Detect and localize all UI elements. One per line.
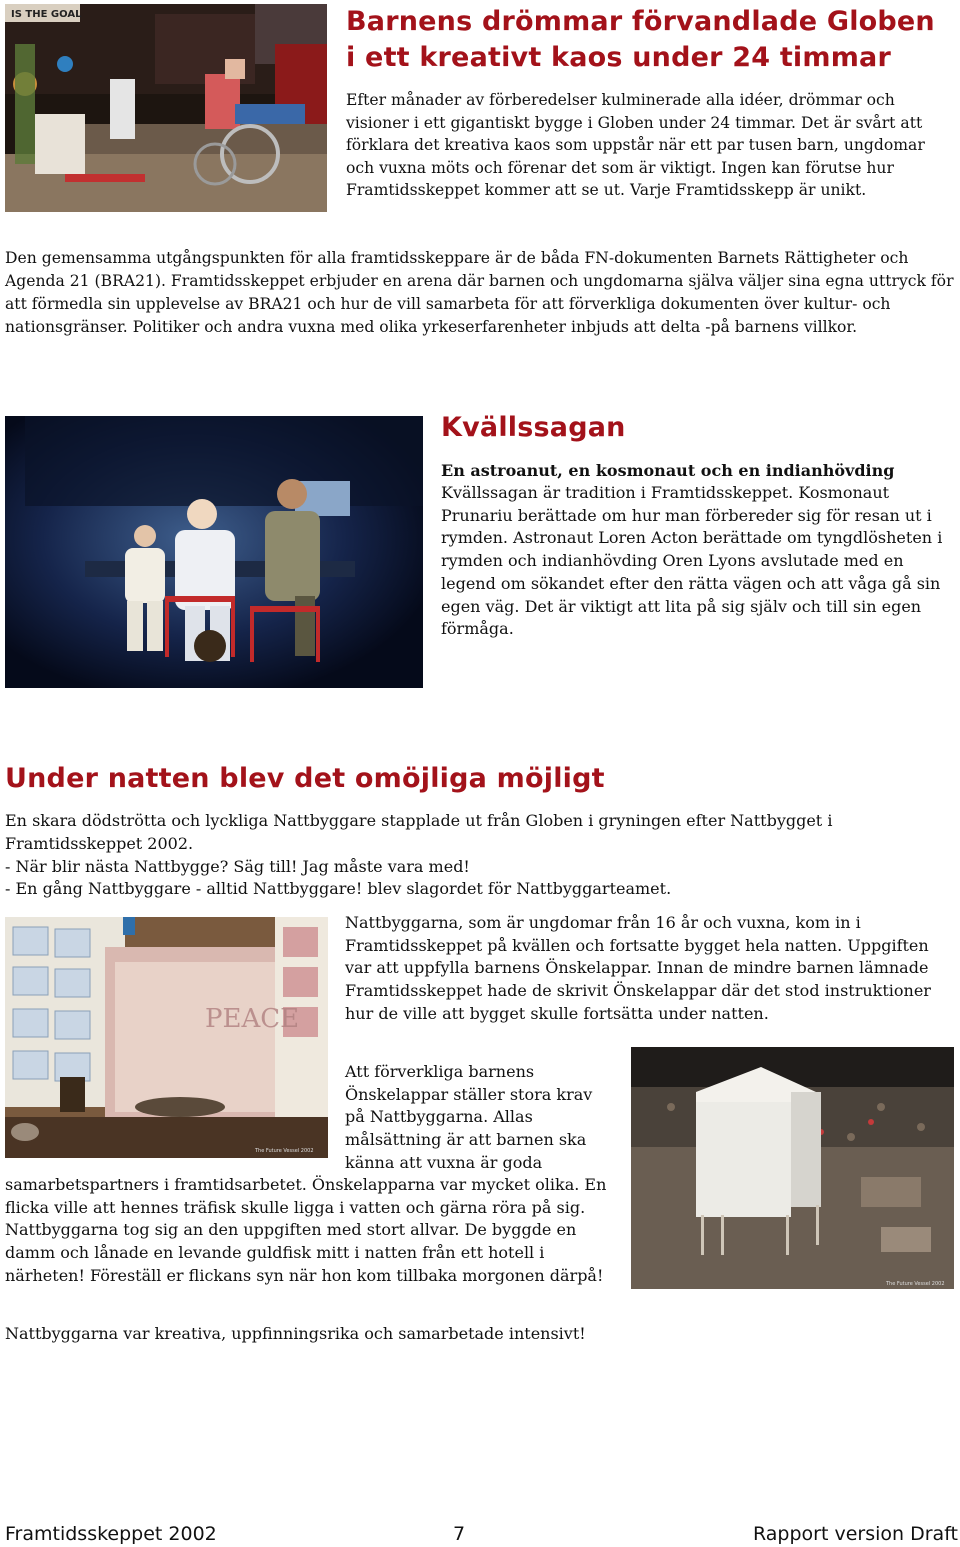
section3-quote2: - En gång Nattbyggare - alltid Nattbyggare! blev slagordet för Nattbyggarteamet. [5, 879, 672, 898]
text-line: på Nattbyggarna. Allas [345, 1107, 533, 1127]
section1-paragraph: Den gemensamma utgångspunkten för alla framtidsskeppare är de båda FN-dokumenten Barnets Rättigheter och Agenda 21 (BRA21). Framtidsskeppet erbjuder en arena där barnen och ungdomarna själva väljer sina egna uttryck för att förmedla sin upplevelse av BRA21 och hur de vill samarbeta för att förverkliga dokumenten över kultur- och nationsgränser. Politiker och andra vuxna med olika yrkeserfarenheter inbjuds att delta -på barnens villkor. [5, 249, 954, 336]
section3-quote1: - När blir nästa Nattbygge? Säg till! Jag måste vara med! [5, 857, 470, 876]
section3-closing: Nattbyggarna var kreativa, uppfinningsrika och samarbetade intensivt! [5, 1324, 586, 1343]
text-line: känna att vuxna är goda [345, 1152, 543, 1172]
photo-tent-build [631, 1047, 954, 1289]
section3-intro: En skara dödströtta och lyckliga Nattbyggare stapplade ut från Globen i gryningen efter Nattbygget i Framtidsskeppet 2002. [5, 811, 833, 853]
section3-title: Under natten blev det omöjliga möjligt [5, 763, 605, 794]
section1-intro: Efter månader av förberedelser kulminerade alla idéer, drömmar och visioner i ett gigantiskt bygge i Globen under 24 timmar. Det är svårt att förklara det kreativa kaos som uppstår när ett par tusen barn, ungdomar och vuxna möts och förenar det som är viktigt. Ingen kan förutse hur Framtidsskeppet kommer att se ut. Varje Framtidsskepp är unikt. [346, 91, 925, 200]
section3-paragraph2-rest: samarbetspartners i framtidsarbetet. Önskelapparna var mycket olika. En flicka ville att hennes träfisk skulle ligga i vatten och gärna röra på sig. Nattbyggarna tog sig an den uppgiften med stort allvar. De byggde en damm och lånade en levande guldfisk mitt i natten från ett hotell i närheten! Föreställ er flickans syn när hon kom tillbaka morgonen därpå! [5, 1175, 607, 1285]
section3-paragraph2-lines [345, 1061, 620, 1175]
photo-peace-text: PEACE [205, 1004, 300, 1034]
photo-sign-text: IS THE GOAL [11, 9, 82, 20]
text-line: målsättning är att barnen ska [345, 1130, 587, 1150]
section1-title [346, 4, 956, 76]
footer-left: Framtidsskeppet 2002 [5, 1523, 217, 1545]
photo-kvallssagan [5, 416, 423, 688]
photo-globen-kaos [5, 4, 327, 212]
footer-page-number: 7 [453, 1523, 466, 1545]
section2-paragraph: Kvällssagan är tradition i Framtidsskeppet. Kosmonaut Prunariu berättade om hur man förbereder sig för resan ut i rymden. Astronaut Loren Acton berättade om tyngdlösheten i rymden och indianhövding Oren Lyons avslutade med en legend om sökandet efter den rätta vägen och att våga gå sin egen väg. Det är viktigt att lita på sig själv och till sin egen förmåga. [441, 483, 943, 639]
photo-credit: The Future Vessel 2002 [886, 1281, 945, 1287]
photo-credit: The Future Vessel 2002 [255, 1148, 314, 1154]
section3-paragraph1: Nattbyggarna, som är ungdomar från 16 år och vuxna, kom in i Framtidsskeppet på kvällen och fortsatte bygget hela natten. Uppgiften var att uppfylla barnens Önskelappar. Innan de mindre barnen lämnade Framtidsskeppet hade de skrivit Önskelappar där det stod instruktioner hur de ville att bygget skulle fortsätta under natten. [345, 913, 931, 1023]
footer-right: Rapport version Draft [753, 1523, 958, 1545]
section2-subtitle: En astroanut, en kosmonaut och en indianhövding [441, 461, 895, 480]
text-line: Önskelappar ställer stora krav [345, 1084, 593, 1104]
section1-title-line2: i ett kreativt kaos under 24 timmar [346, 42, 891, 73]
text-line: Att förverkliga barnens [345, 1062, 535, 1081]
photo-peace-installation [5, 917, 328, 1158]
section1-title-line1: Barnens drömmar förvandlade Globen [346, 6, 935, 37]
section2-title: Kvällssagan [441, 412, 626, 443]
